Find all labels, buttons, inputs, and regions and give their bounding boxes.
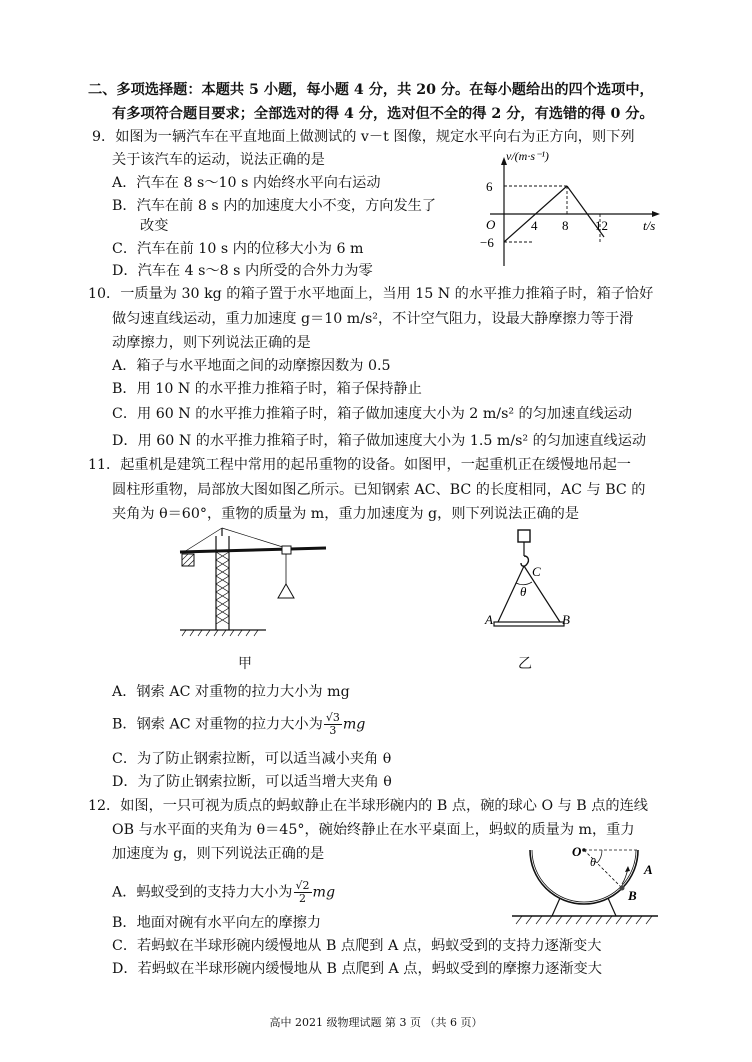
bowl-label-theta: θ	[590, 855, 596, 869]
bowl-label-a: A	[644, 862, 653, 877]
q11-stem-line2: 圆柱形重物，局部放大图如图乙所示。已知钢索 AC、BC 的长度相同，AC 与 BC 的	[112, 482, 646, 498]
q9-option-a: A．汽车在 8 s～10 s 内始终水平向右运动	[112, 175, 381, 191]
q10-option-c: C．用 60 N 的水平推力推箱子时，箱子做加速度大小为 2 m/s² 的匀加速直线运动	[112, 406, 633, 422]
q10-stem-line2: 做匀速直线运动，重力加速度 g＝10 m/s²，不计空气阻力，设最大静摩擦力等于滑	[112, 311, 634, 327]
vt-y-label: v/(m·s⁻¹)	[506, 149, 549, 163]
q12-option-a-unit: mg	[312, 884, 336, 901]
crane-tower-lattice	[216, 552, 229, 624]
bowl-label-b: B	[628, 888, 637, 903]
q12-option-b: B．地面对碗有水平向左的摩擦力	[112, 915, 322, 931]
label-theta: θ	[520, 584, 527, 599]
q10-stem-line3: 动摩擦力，则下列说法正确的是	[112, 335, 311, 351]
section-heading-line2: 有多项符合题目要求；全部选对的得 4 分，选对但不全的得 2 分，有选错的得 0 分。	[112, 106, 654, 122]
label-b: B	[562, 612, 570, 627]
hook	[521, 556, 528, 566]
q12-option-a-fraction	[294, 880, 312, 905]
q12-option-c: C．若蚂蚁在半球形碗内缓慢地从 B 点爬到 A 点，蚂蚁受到的支持力逐渐变大	[112, 938, 602, 954]
vt-x-tick-12: 12	[595, 218, 608, 233]
bowl-angle-arc	[597, 850, 602, 863]
q12-option-d: D．若蚂蚁在半球形碗内缓慢地从 B 点爬到 A 点，蚂蚁受到的摩擦力逐渐变大	[112, 961, 602, 977]
vt-y-tick-neg6: −6	[480, 235, 494, 250]
q9-stem-line1: 9．如图为一辆汽车在平直地面上做测试的 v－t 图像，规定水平向右为正方向，则下列	[92, 129, 635, 145]
label-c: C	[532, 564, 541, 579]
q11-option-a: A．钢索 AC 对重物的拉力大小为 mg	[112, 684, 350, 700]
q9-option-b-line2: 改变	[140, 218, 169, 234]
q9-option-b-line1: B．汽车在前 8 s 内的加速度大小不变，方向发生了	[112, 198, 437, 214]
q10-stem-line1: 10．一质量为 30 kg 的箱子置于水平地面上，当用 15 N 的水平推力推箱子时，箱子恰好	[88, 286, 654, 302]
q11-option-b-unit: mg	[342, 716, 366, 733]
q10-option-d: D．用 60 N 的水平推力推箱子时，箱子做加速度大小为 1.5 m/s² 的匀加速直线运动	[112, 433, 647, 449]
q12-stem-line2: OB 与水平面的夹角为 θ＝45°，碗始终静止在水平桌面上，蚂蚁的质量为 m，重力	[112, 822, 635, 838]
q9-option-c: C．汽车在前 10 s 内的位移大小为 6 m	[112, 241, 364, 257]
bowl-label-o: O	[572, 844, 582, 859]
vt-origin-label: O	[486, 217, 496, 232]
label-a: A	[485, 612, 493, 627]
hook-block	[518, 530, 530, 542]
vt-x-label: t/s	[643, 218, 656, 233]
q11-stem-line3: 夹角为 θ＝60°，重物的质量为 m，重力加速度为 g，则下列说法正确的是	[112, 506, 580, 522]
bowl-outer	[530, 850, 638, 904]
bowl-leg-right	[608, 898, 616, 916]
section-heading-line1: 二、多项选择题：本题共 5 小题，每小题 4 分，共 20 分。在每小题给出的四个选项中，	[88, 82, 654, 98]
bowl-center	[582, 848, 586, 852]
cable-bc	[524, 566, 560, 622]
q12-option-a	[112, 880, 335, 905]
q9-option-d: D．汽车在 4 s～8 s 内所受的合外力为零	[112, 263, 373, 279]
caption-yi: 乙	[518, 656, 532, 672]
vt-graph	[470, 148, 670, 270]
bowl-inner	[532, 850, 636, 902]
q12-stem-line1: 12．如图，一只可视为质点的蚂蚁静止在半球形碗内的 B 点，碗的球心 O 与 B 点的连线	[88, 798, 648, 814]
q11-option-b-numerator: √3	[325, 711, 340, 724]
caption-jia: 甲	[238, 656, 252, 672]
q9-stem-line2: 关于该汽车的运动，说法正确的是	[112, 152, 325, 168]
q11-option-b	[112, 712, 365, 737]
q12-option-a-numerator: √2	[295, 879, 310, 892]
vt-x-arrow	[652, 211, 660, 217]
bowl-figure	[510, 838, 660, 934]
cylinder-load	[494, 622, 564, 626]
table-hatch	[516, 916, 652, 924]
q11-option-d: D．为了防止钢索拉断，可以适当增大夹角 θ	[112, 774, 392, 790]
crane-jib	[180, 548, 326, 552]
bowl-leg-left	[552, 898, 560, 916]
crane-stay-right	[222, 528, 286, 548]
vt-x-tick-8: 8	[562, 218, 569, 233]
crane-ground-hatch	[182, 630, 258, 636]
q12-option-a-text: A．蚂蚁受到的支持力大小为	[112, 884, 293, 901]
crane-figure	[176, 526, 336, 640]
crane-load	[278, 584, 294, 598]
vt-x-tick-4: 4	[531, 218, 538, 233]
ant	[620, 886, 625, 891]
hook-closeup-figure	[480, 526, 590, 636]
crane-trolley	[282, 546, 291, 554]
q12-stem-line3: 加速度为 g，则下列说法正确的是	[112, 846, 325, 862]
page-footer: 高中 2021 级物理试题 第 3 页 （共 6 页）	[269, 1016, 483, 1029]
q11-option-b-fraction	[324, 712, 342, 737]
q11-option-b-denominator: 3	[329, 724, 337, 737]
vt-y-tick-6: 6	[486, 179, 493, 194]
q11-option-b-text: B．钢索 AC 对重物的拉力大小为	[112, 716, 323, 733]
q10-option-a: A．箱子与水平地面之间的动摩擦因数为 0.5	[112, 358, 391, 374]
q11-stem-line1: 11．起重机是建筑工程中常用的起吊重物的设备。如图甲，一起重机正在缓慢地吊起一	[88, 457, 631, 473]
q10-option-b: B．用 10 N 的水平推力推箱子时，箱子保持静止	[112, 381, 422, 397]
q12-option-a-denominator: 2	[299, 892, 306, 905]
q11-option-c: C．为了防止钢索拉断，可以适当减小夹角 θ	[112, 751, 392, 767]
